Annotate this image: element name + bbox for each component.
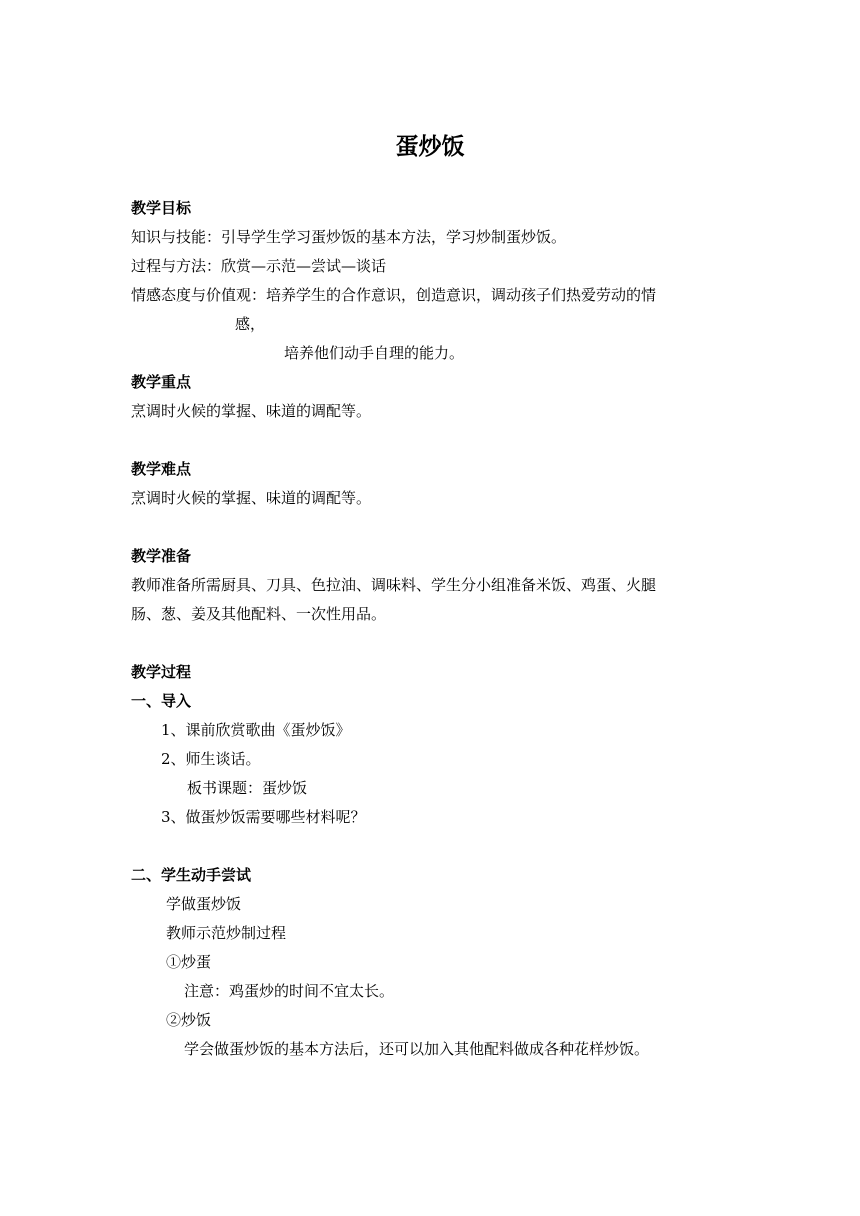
objective-process: 过程与方法：欣赏—示范—尝试—谈话 bbox=[131, 257, 387, 275]
practice-step1: ①炒蛋 bbox=[166, 953, 212, 971]
objectives-heading: 教学目标 bbox=[131, 199, 192, 217]
intro-item-1: 1、课前欣赏歌曲《蛋炒饭》 bbox=[161, 721, 351, 739]
objective-knowledge: 知识与技能：引导学生学习蛋炒饭的基本方法，学习炒制蛋炒饭。 bbox=[131, 228, 567, 246]
difficulties-heading: 教学难点 bbox=[131, 460, 192, 478]
preparation-line2: 肠、葱、姜及其他配料、一次性用品。 bbox=[131, 605, 387, 623]
practice-step2: ②炒饭 bbox=[166, 1011, 212, 1029]
intro-item-3: 3、做蛋炒饭需要哪些材料呢？ bbox=[161, 808, 366, 826]
practice-step1-note: 注意：鸡蛋炒的时间不宜太长。 bbox=[184, 982, 395, 1000]
intro-item-2-sub: 板书课题：蛋炒饭 bbox=[187, 779, 308, 797]
preparation-heading: 教学准备 bbox=[131, 547, 192, 565]
practice-line1: 学做蛋炒饭 bbox=[166, 895, 242, 913]
process-heading: 教学过程 bbox=[131, 663, 192, 681]
practice-line2: 教师示范炒制过程 bbox=[166, 924, 287, 942]
intro-heading: 一、导入 bbox=[131, 692, 192, 710]
key-points-heading: 教学重点 bbox=[131, 373, 192, 391]
objective-attitude-line2: 感， bbox=[235, 315, 266, 333]
practice-heading: 二、学生动手尝试 bbox=[131, 866, 252, 884]
practice-step2-note: 学会做蛋炒饭的基本方法后，还可以加入其他配料做成各种花样炒饭。 bbox=[184, 1040, 650, 1058]
difficulties-text: 烹调时火候的掌握、味道的调配等。 bbox=[131, 489, 372, 507]
objective-attitude-line3: 培养他们动手自理的能力。 bbox=[284, 344, 465, 362]
intro-item-2: 2、师生谈话。 bbox=[161, 750, 261, 768]
preparation-line1: 教师准备所需厨具、刀具、色拉油、调味料、学生分小组准备米饭、鸡蛋、火腿 bbox=[131, 576, 657, 594]
objective-attitude-line1: 情感态度与价值观：培养学生的合作意识，创造意识，调动孩子们热爱劳动的情 bbox=[131, 286, 657, 304]
page-title: 蛋炒饭 bbox=[395, 134, 465, 160]
key-points-text: 烹调时火候的掌握、味道的调配等。 bbox=[131, 402, 372, 420]
